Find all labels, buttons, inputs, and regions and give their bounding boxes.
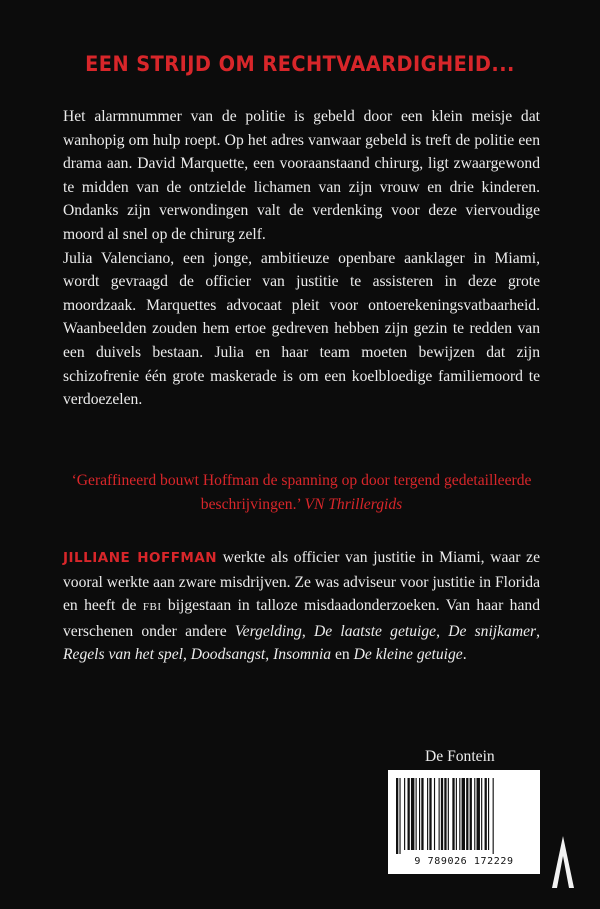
book-title-6: Insomnia <box>273 646 332 664</box>
quote-text: ‘Geraffineerd bouwt Hoffman de spanning op door tergend gedetailleerde beschrijvingen.’ <box>71 472 532 513</box>
separator: en <box>331 646 354 664</box>
author-name: JILLIANE HOFFMAN <box>63 550 218 566</box>
author-bio <box>63 546 540 667</box>
book-title-7: De kleine getuige <box>353 646 463 664</box>
barcode-icon <box>394 778 534 854</box>
separator: , <box>536 622 541 640</box>
bio-fbi: FBI <box>142 601 162 614</box>
separator: , <box>301 622 314 640</box>
publisher-name: De Fontein <box>425 748 495 765</box>
separator: , <box>436 622 449 640</box>
book-title-1: Vergelding <box>234 622 302 640</box>
book-title-2: De laatste getuige <box>313 622 437 640</box>
separator: , <box>265 646 274 664</box>
separator: . <box>462 646 467 664</box>
separator: , <box>182 646 191 664</box>
isbn-number: 9 789026 172229 <box>414 856 514 867</box>
headline: EEN STRIJD OM RECHTVAARDIGHEID... <box>85 52 515 76</box>
publisher-logo-icon <box>546 830 580 890</box>
quote-source: VN Thrillergids <box>304 495 403 513</box>
bio-text-2: bijgestaan in talloze misdaadonderzoeken. Van haar hand verschenen onder andere <box>63 597 540 640</box>
book-title-5: Doodsangst <box>190 646 266 664</box>
blurb <box>63 105 540 412</box>
blurb-paragraph-2: Julia Valenciano, een jonge, ambitieuze openbare aanklager in Miami, wordt gevraagd de officier van justitie te assisteren in deze grote moordzaak. Marquettes advocaat pleit voor ontoerekeningsvatbaarheid. Waanbeelden zouden hem ertoe gedreven hebben zijn gezin te redden van een duivels bestaan. Julia en haar team moeten bewijzen dat zijn schizofrenie één grote maskerade is om een koelbloedige familiemoord te verdoezelen. <box>63 249 540 409</box>
book-title-4: Regels van het spel <box>63 646 183 664</box>
barcode-panel <box>388 770 540 874</box>
blurb-paragraph-1: Het alarmnummer van de politie is gebeld door een klein meisje dat wanhopig om hulp roept. Op het adres vanwaar gebeld is treft de politie een drama aan. David Marquette, een vooraanstaand chirurg, ligt zwaargewond te midden van de ontzielde lichamen van zijn vrouw en drie kinderen. Ondanks zijn verwondingen valt de verdenking voor deze viervoudige moord al snel op de chirurg zelf. <box>63 108 540 243</box>
book-title-3: De snijkamer <box>448 622 537 640</box>
bio-text-1: werkte als officier van justitie in Miami, waar ze vooral werkte aan zware misdrijven. Ze was adviseur voor justitie in Florida en heeft de <box>63 549 540 615</box>
review-quote <box>63 469 540 516</box>
